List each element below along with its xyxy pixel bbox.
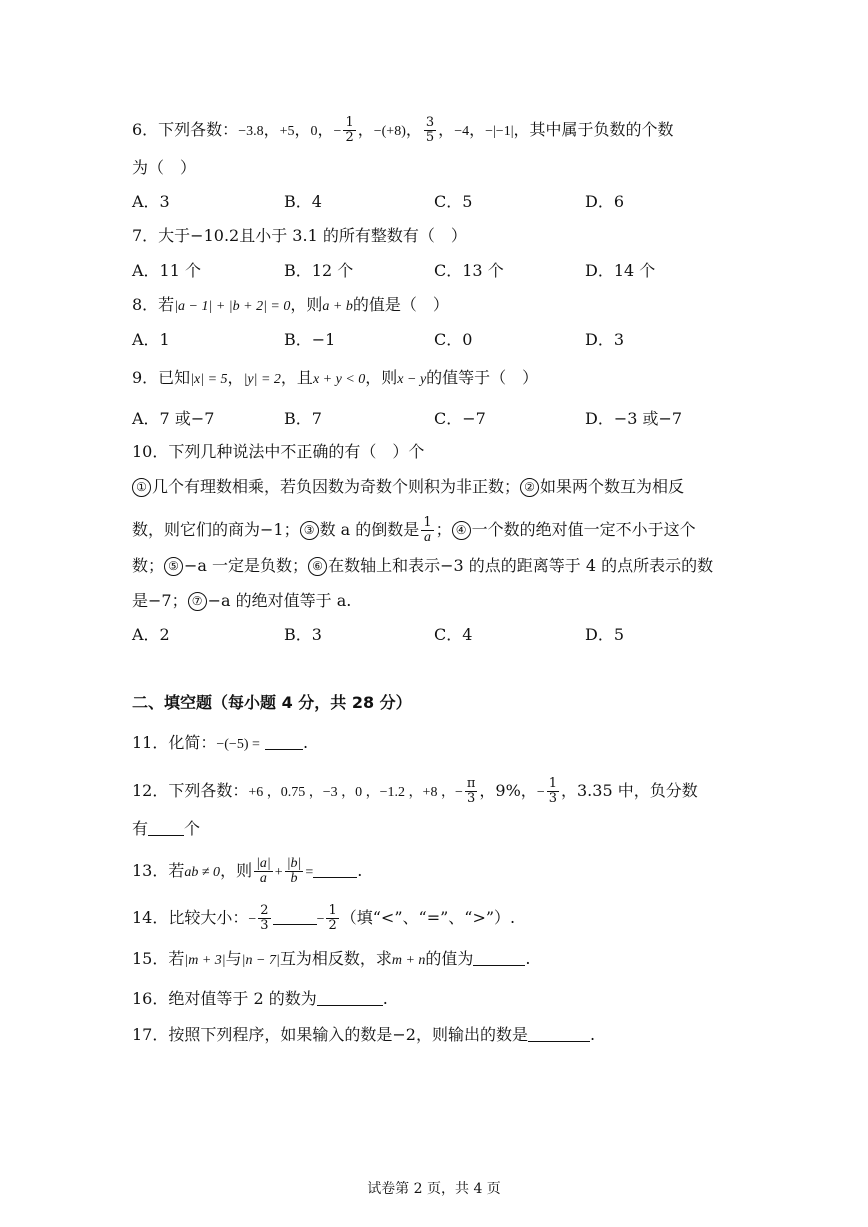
- q15-expr: m + n: [391, 953, 426, 968]
- option-d[interactable]: D．6: [585, 192, 625, 211]
- q6-sign: −: [333, 124, 342, 139]
- q10-statement: −a 的绝对值等于 a.: [207, 591, 352, 610]
- q11: [132, 732, 308, 756]
- q13-post: .: [357, 861, 363, 880]
- q12-line2: [132, 818, 200, 840]
- q9-mid: ，且: [280, 368, 313, 387]
- q14-fraction: [326, 904, 338, 933]
- q8-stem: [132, 294, 449, 318]
- q15-pre: 15．若: [132, 949, 185, 968]
- frac-den: 2: [328, 918, 337, 933]
- q8-post: 的值是（ ）: [352, 295, 449, 314]
- q15-end: .: [525, 949, 531, 968]
- q12-sign: −: [536, 785, 545, 800]
- q15: [132, 948, 531, 972]
- answer-blank[interactable]: [313, 863, 357, 878]
- q9-options: [132, 408, 752, 430]
- q12-line2-pre: 有: [132, 819, 149, 838]
- frac-num: |b|: [286, 856, 302, 871]
- option-d[interactable]: D．5: [585, 625, 625, 644]
- q8-options: [132, 329, 752, 351]
- frac-den: b: [290, 871, 298, 886]
- circled-5: ⑤: [164, 557, 183, 576]
- q10-statement: 几个有理数相乘，若负因数为奇数个则积为非正数；: [152, 477, 521, 496]
- frac-num: 3: [425, 115, 435, 130]
- q6-options: [132, 191, 752, 213]
- frac-den: a: [423, 530, 431, 545]
- q6-num: −(+8): [373, 124, 406, 139]
- q13-fraction: [285, 857, 304, 886]
- answer-blank[interactable]: [148, 821, 184, 836]
- q6-num: −4: [454, 124, 470, 139]
- q12-post: ，3.35 中，负分数: [561, 781, 698, 800]
- circled-3: ③: [300, 521, 319, 540]
- frac-den: a: [259, 871, 267, 886]
- option-b[interactable]: B．7: [284, 409, 322, 428]
- q9-expr: x − y: [397, 372, 427, 387]
- q15-expr: |m + 3|: [184, 953, 226, 968]
- reciprocal-fraction: [421, 516, 433, 545]
- q11-post: .: [302, 733, 309, 752]
- q7-options: [132, 260, 752, 282]
- frac-num: 2: [260, 903, 269, 918]
- q8-expr2: a + b: [322, 299, 353, 314]
- q13-fraction: [254, 857, 273, 886]
- option-d[interactable]: D．3: [585, 330, 625, 349]
- option-c[interactable]: C．5: [434, 192, 473, 211]
- answer-blank[interactable]: [317, 991, 383, 1006]
- q12-line2-post: 个: [184, 819, 201, 838]
- answer-blank[interactable]: [473, 951, 525, 966]
- q6-stem-end: ，其中属于负数的个数: [513, 120, 674, 139]
- q10-statement: −a 一定是负数；: [184, 556, 309, 575]
- q13-mid: ，则: [220, 861, 253, 880]
- option-c[interactable]: C．−7: [434, 409, 486, 428]
- q8-mid: ，则: [290, 295, 323, 314]
- q13: [132, 857, 362, 886]
- frac-num: 1: [345, 115, 354, 130]
- q6-num: −3.8: [238, 124, 264, 139]
- circled-6: ⑥: [308, 557, 327, 576]
- q6-fraction: [343, 116, 355, 145]
- q10-statement: 如果两个数互为相反: [540, 477, 685, 496]
- q12-nums: +6 ，0.75 ，−3 ，0 ，−1.2 ，+8 ，: [248, 785, 455, 800]
- q10-options: [132, 624, 752, 646]
- q13-cond: ab ≠ 0: [184, 865, 221, 880]
- q10-statement: 在数轴上和表示−3 的点的距离等于 4 的点所表示的数: [328, 556, 714, 575]
- q10-line3: [132, 555, 713, 577]
- q15-expr: |n − 7|: [241, 953, 280, 968]
- frac-num: 1: [423, 515, 432, 530]
- q14-sign: −: [316, 912, 325, 927]
- option-c[interactable]: C．0: [434, 330, 473, 349]
- q10-statement: 是−7；: [132, 591, 188, 610]
- q12-line1: [132, 777, 698, 806]
- option-a[interactable]: A．11 个: [132, 261, 202, 280]
- q9-expr: |x| = 5: [190, 372, 228, 387]
- q10-line4: [132, 590, 351, 612]
- q13-plus: +: [274, 865, 283, 880]
- q9-expr: |y| = 2: [243, 372, 281, 387]
- q9-mid: ，则: [365, 368, 398, 387]
- q14-pre: 14．比较大小：: [132, 908, 249, 927]
- circled-4: ④: [452, 521, 471, 540]
- q14-sign: −: [248, 912, 257, 927]
- q11-expr: −(−5) =: [216, 737, 260, 752]
- option-a[interactable]: A．3: [132, 192, 170, 211]
- q8-pre: 8．若: [132, 295, 175, 314]
- q10-statement: 一个数的绝对值一定不小于这个: [471, 520, 696, 539]
- q15-mid: 互为相反数，求: [279, 949, 392, 968]
- q7-stem: 7．大于−10.2且小于 3.1 的所有整数有（ ）: [132, 226, 467, 245]
- q9-post: 的值等于（ ）: [426, 368, 539, 387]
- option-a[interactable]: A．1: [132, 330, 170, 349]
- q9-stem: 9．已知|x| = 5，|y| = 2，且x + y < 0，则x − y的值等于（ ）: [132, 368, 539, 387]
- option-d[interactable]: D．14 个: [585, 261, 656, 280]
- q12-fraction: [465, 777, 478, 806]
- q12-mid: ，9%，: [479, 781, 537, 800]
- q17-pre: 17．按照下列程序，如果输入的数是−2，则输出的数是: [132, 1025, 528, 1044]
- frac-num: 1: [548, 776, 557, 791]
- q16: [132, 988, 388, 1010]
- frac-den: 3: [548, 791, 557, 806]
- option-b[interactable]: B．4: [284, 192, 322, 211]
- q10-line1: [132, 476, 684, 498]
- option-d[interactable]: D．−3 或−7: [585, 409, 683, 428]
- q10-line2: 数，则它们的商为−1； ③ 数 a 的倒数是 $\frac{1}{a}$ ； ④ 一个数的绝对值一定不小于这个: [132, 515, 696, 545]
- q15-mid: 与: [225, 949, 242, 968]
- frac-den: 3: [260, 918, 269, 933]
- q10-stem: 10．下列几种说法中不正确的有（ ）个: [132, 442, 425, 461]
- frac-den: 3: [467, 791, 476, 806]
- q9-expr: x + y < 0: [312, 372, 366, 387]
- q12-fraction: [547, 777, 559, 806]
- q11-pre: 11．化简：: [132, 733, 217, 752]
- frac-num: 1: [328, 903, 337, 918]
- q14-fraction: [258, 904, 270, 933]
- frac-num: |a|: [256, 856, 271, 871]
- q17: [132, 1024, 595, 1046]
- option-b[interactable]: B．3: [284, 625, 322, 644]
- option-b[interactable]: B．−1: [284, 330, 336, 349]
- q16-pre: 16．绝对值等于 2 的数为: [132, 989, 317, 1008]
- q12-sign: −: [454, 785, 463, 800]
- q14-post: （填“<”、“=”、“>”）.: [340, 908, 516, 927]
- q17-post: .: [589, 1025, 596, 1044]
- q6-fraction: [424, 116, 436, 145]
- circled-2: ②: [520, 478, 539, 497]
- answer-blank[interactable]: [528, 1027, 590, 1042]
- q10-statement: 数 a 的倒数是: [319, 520, 420, 539]
- q12-pre: 12．下列各数：: [132, 781, 249, 800]
- answer-blank[interactable]: [265, 735, 303, 750]
- q6-line2: 为（ ）: [132, 158, 197, 177]
- answer-blank[interactable]: [273, 910, 317, 925]
- circled-7: ⑦: [188, 592, 207, 611]
- option-c[interactable]: C．13 个: [434, 261, 504, 280]
- page-footer: 试卷第 2 页，共 4 页: [367, 1181, 501, 1197]
- q13-pre: 13．若: [132, 861, 185, 880]
- q8-expr: |a − 1| + |b + 2| = 0: [174, 299, 291, 314]
- circled-1: ①: [132, 478, 151, 497]
- q13-eq: =: [305, 865, 314, 880]
- frac-num: π: [466, 776, 476, 791]
- option-c[interactable]: C．4: [434, 625, 473, 644]
- q10-statement: 数；: [132, 556, 165, 575]
- section-heading: 二、填空题（每小题 4 分，共 28 分）: [132, 693, 412, 712]
- option-a[interactable]: A．2: [132, 625, 170, 644]
- q6-stem: 6．下列各数：: [132, 120, 239, 139]
- q14: [132, 904, 515, 933]
- q9-pre: 9．已知: [132, 368, 191, 387]
- q6-num: −|−1|: [485, 124, 514, 139]
- option-b[interactable]: B．12 个: [284, 261, 354, 280]
- q6-line1: 6．下列各数：−3.8，+5，0，− $\frac{1}{2}$ ，−(+8)， $\frac{3}{5}$ ，−4，−|−1|，其中属于负数的个数: [132, 115, 674, 145]
- q15-post: 的值为: [425, 949, 474, 968]
- q10-statement: 数，则它们的商为−1；: [132, 520, 300, 539]
- q6-num: +5: [279, 124, 295, 139]
- frac-den: 2: [345, 130, 354, 145]
- q16-post: .: [382, 989, 388, 1008]
- q6-num: 0: [310, 124, 318, 139]
- frac-den: 5: [425, 130, 435, 145]
- option-a[interactable]: A．7 或−7: [132, 409, 215, 428]
